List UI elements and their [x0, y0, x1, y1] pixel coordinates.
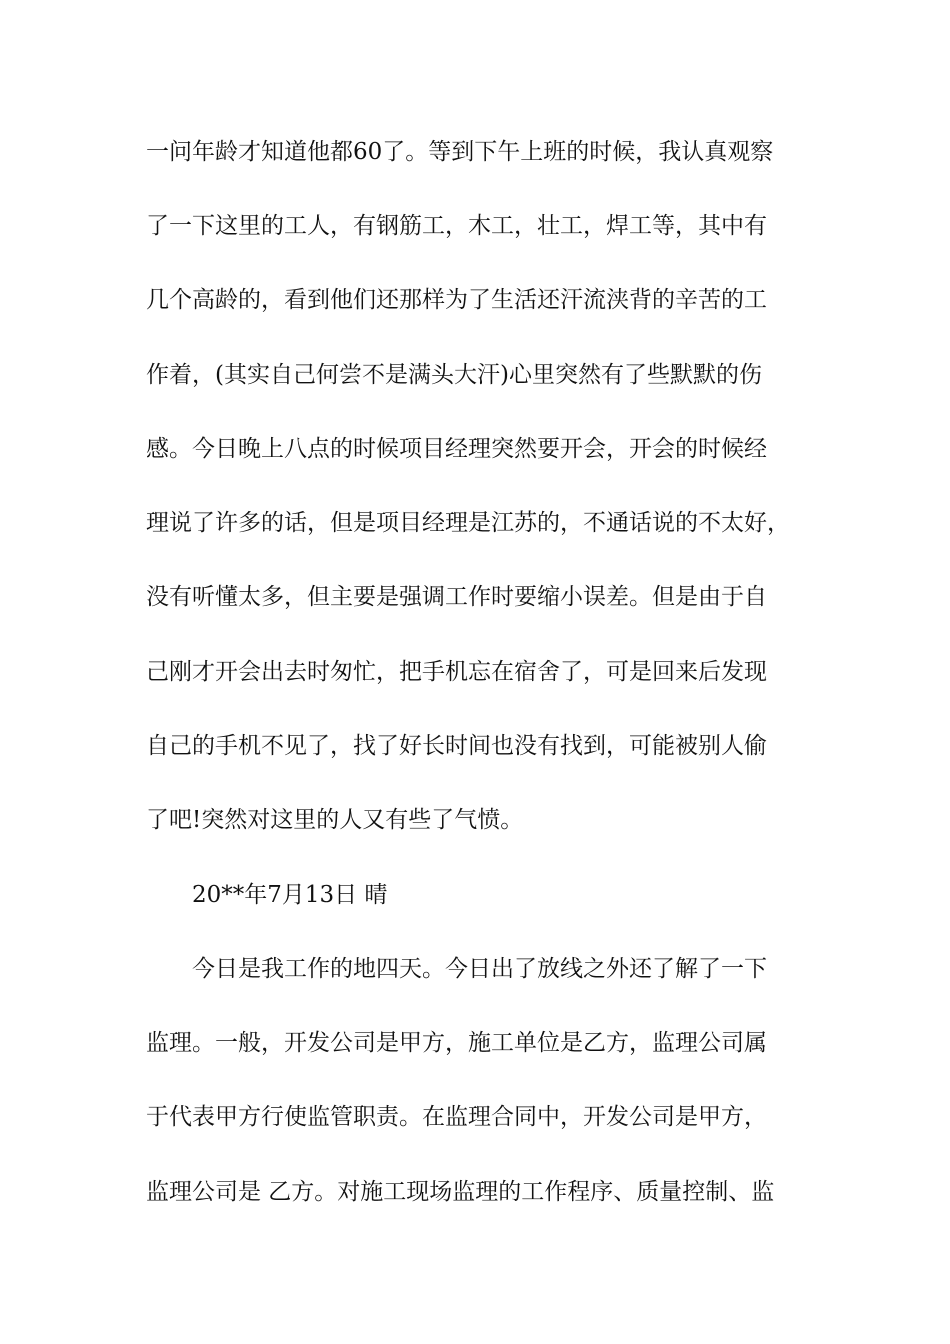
text-line: 监理公司是 乙方。对施工现场监理的工作程序、质量控制、监: [146, 1179, 775, 1205]
text-line: 于代表甲方行使监管职责。在监理合同中，开发公司是甲方，: [146, 1104, 767, 1130]
text-line: 没有听懂太多，但主要是强调工作时要缩小误差。但是由于自: [146, 584, 767, 610]
text-line: 了一下这里的工人，有钢筋工，木工，壮工，焊工等，其中有: [146, 213, 767, 239]
text-line: 一问年龄才知道他都60了。等到下午上班的时候，我认真观察: [146, 139, 774, 165]
text-line: 自己的手机不见了，找了好长时间也没有找到，可能被别人偷: [146, 733, 767, 759]
text-line: 监理。一般，开发公司是甲方，施工单位是乙方，监理公司属: [146, 1030, 767, 1056]
text-line: 作着，(其实自己何尝不是满头大汗)心里突然有了些默默的伤: [146, 362, 762, 388]
text-line: 理说了许多的话，但是项目经理是江苏的，不通话说的不太好，: [146, 510, 790, 536]
text-line: 几个高龄的，看到他们还那样为了生活还汗流浃背的辛苦的工: [146, 287, 767, 313]
text-line: 感。今日晚上八点的时候项目经理突然要开会，开会的时候经: [146, 436, 767, 462]
text-line: 己刚才开会出去时匆忙，把手机忘在宿舍了，可是回来后发现: [146, 659, 767, 685]
text-line: 了吧!突然对这里的人又有些了气愤。: [146, 807, 524, 833]
date-heading: 20**年7月13日 晴: [192, 882, 388, 908]
text-line: 今日是我工作的地四天。今日出了放线之外还了解了一下: [192, 956, 767, 982]
